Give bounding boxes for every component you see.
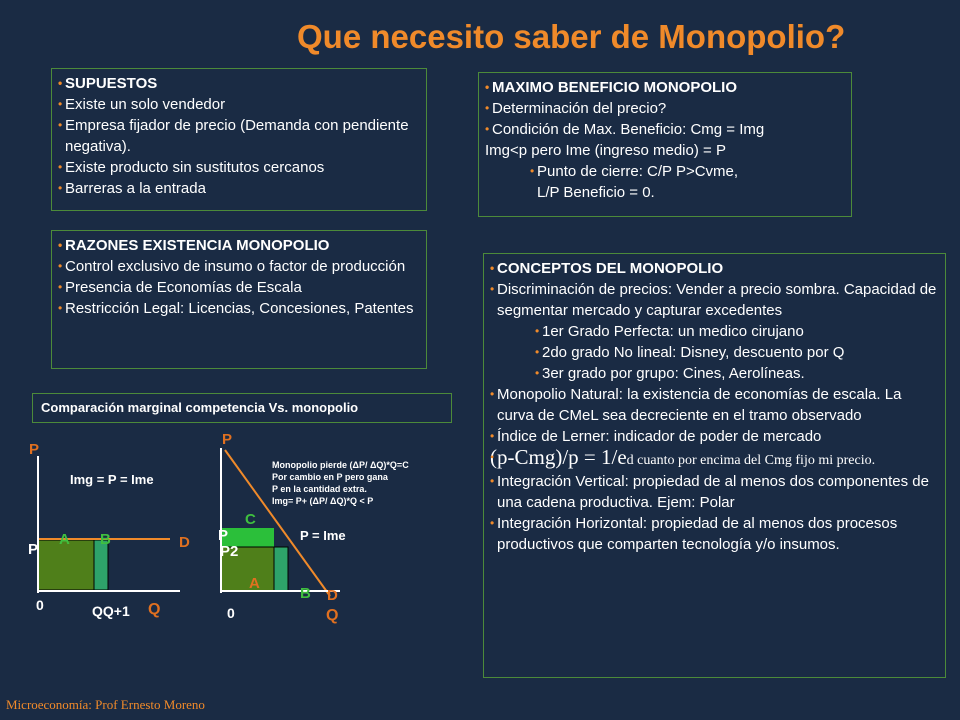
maximo-img-line: Img<p pero Ime (ingreso medio) = P: [485, 142, 726, 159]
razon-item: • Presencia de Economías de Escala: [58, 277, 420, 298]
maximo-item: • Determinación del precio?: [485, 98, 845, 119]
razones-header: • RAZONES EXISTENCIA MONOPOLIO: [58, 235, 420, 256]
monopolio-note-4: Img= P+ (ΔP/ ΔQ)*Q < P: [272, 496, 374, 506]
razon-item: • Control exclusivo de insumo o factor de producción: [58, 256, 420, 277]
footer-credit: Microeconomía: Prof Ernesto Moreno: [6, 697, 205, 712]
concepto-item: • Discriminación de precios: Vender a precio sombra. Capacidad de segmentar mercado y capturar excedentes: [490, 279, 939, 321]
comparacion-box: Comparación marginal competencia Vs. monopolio: [32, 393, 452, 423]
concepto-subitem: • 2do grado No lineal: Disney, descuento por Q: [490, 342, 939, 363]
q-axis-label-left: Q: [148, 601, 161, 618]
q-axis-label-right: Q: [326, 607, 339, 624]
p-eq-ime-right: P = Ime: [300, 528, 346, 543]
label-b-left: B: [100, 531, 111, 548]
area-b-right: [274, 547, 288, 591]
maximo-subitem: • Punto de cierre: C/P P>Cvme,: [485, 161, 845, 182]
monopolio-note-3: P en la cantidad extra.: [272, 484, 367, 494]
label-c-right: C: [245, 511, 256, 528]
label-a-left: A: [59, 531, 70, 548]
p-axis-label-right: P: [222, 431, 233, 448]
maximo-sub-line: L/P Beneficio = 0.: [537, 184, 655, 201]
supuesto-item: • Existe un solo vendedor: [58, 94, 420, 115]
label-a-right: A: [249, 575, 260, 592]
maximo-beneficio-box: [478, 72, 852, 217]
supuestos-box: [51, 68, 427, 211]
maximo-condicion: Condición de Max. Beneficio: Cmg = Img: [492, 121, 765, 138]
label-b-right: B: [300, 585, 311, 602]
maximo-item: [485, 119, 845, 140]
slide-title: Que necesito saber de Monopolio?: [297, 18, 846, 55]
comparacion-graficos: [0, 428, 480, 628]
supuesto-item: • Barreras a la entrada: [58, 178, 420, 199]
conceptos-box: [483, 253, 946, 678]
razones-box: [51, 230, 427, 369]
label-p2-right: P2: [220, 543, 239, 560]
q-labels-left: QQ+1: [92, 603, 130, 619]
concepto-item: • Índice de Lerner: indicador de poder de mercado: [490, 426, 939, 447]
concepto-subitem: • 3er grado por grupo: Cines, Aerolíneas.: [490, 363, 939, 384]
monopolio-note-1: Monopolio pierde (ΔP/ ΔQ)*Q=C: [272, 460, 409, 470]
concepto-subitem: • 1er Grado Perfecta: un medico cirujano: [490, 321, 939, 342]
concepto-item: • Integración Vertical: propiedad de al menos dos componentes de una cadena productiva. Ejem: Polar: [490, 471, 939, 513]
lerner-formula: [490, 447, 939, 471]
origin-right: 0: [227, 605, 235, 621]
label-d-left: D: [179, 534, 190, 551]
origin-left: 0: [36, 597, 44, 613]
razon-item: • Restricción Legal: Licencias, Concesiones, Patentes: [58, 298, 420, 319]
monopolio-note-2: Por cambio en P pero gana: [272, 472, 388, 482]
conceptos-header: • CONCEPTOS DEL MONOPOLIO: [490, 258, 939, 279]
concepto-item: • Integración Horizontal: propiedad de al menos dos procesos productivos que comparten tecnología y/o insumos.: [490, 513, 939, 555]
p-axis-label-left: P: [29, 441, 40, 458]
img-formula-left: Img = P = Ime: [70, 472, 154, 487]
label-p-left: P: [28, 541, 39, 558]
supuestos-header: • SUPUESTOS: [58, 73, 420, 94]
lerner-formula-main: (p-Cmg)/p = 1/e: [490, 445, 627, 469]
label-p1-right: P: [218, 527, 229, 544]
label-d-right: D: [327, 587, 338, 604]
lerner-formula-tail: d cuanto por encima del Cmg fijo mi precio.: [626, 453, 876, 468]
supuesto-item: • Empresa fijador de precio (Demanda con pendiente negativa).: [58, 115, 420, 157]
maximo-header: • MAXIMO BENEFICIO MONOPOLIO: [485, 77, 845, 98]
supuesto-item: • Existe producto sin sustitutos cercanos: [58, 157, 420, 178]
concepto-item: • Monopolio Natural: la existencia de economías de escala. La curva de CMeL sea decreciente en el tramo observado: [490, 384, 939, 426]
